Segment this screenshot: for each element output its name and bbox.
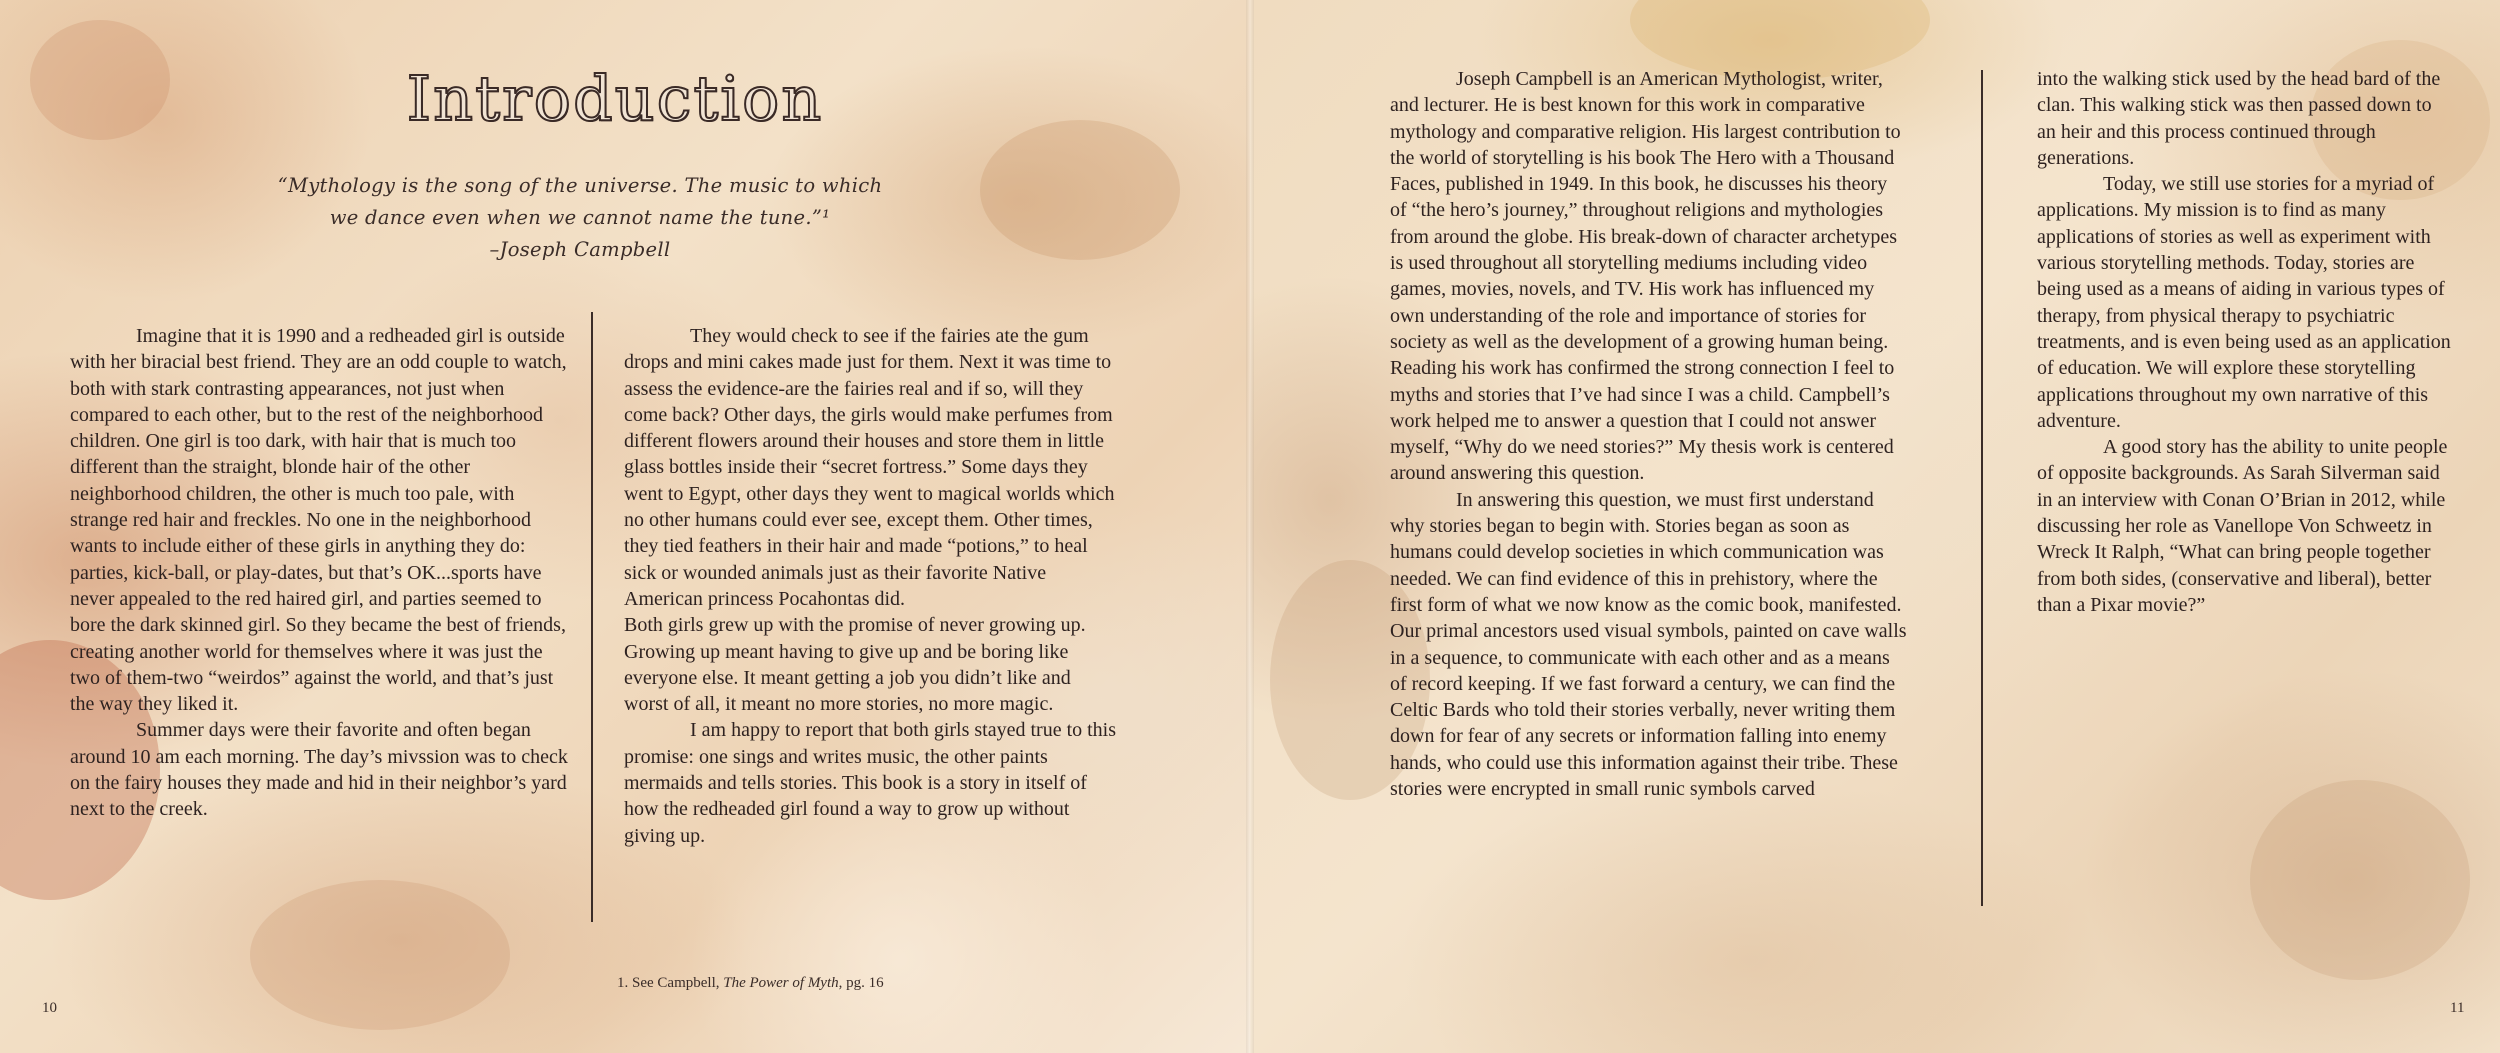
- left-column-1: [70, 323, 570, 823]
- paragraph: In answering this question, we must first understand why stories began to begin with. Stories began as soon as humans could develop societies in which communication was needed. We can find evidence of this in prehistory, where the first form of what we now know as the comic book, manifested. Our primal ancestors used visual symbols, painted on cave walls in a sequence, to communicate with each other and as a means of record keeping. If we fast forward a century, we can find the Celtic Bards who told their stories verbally, never writing them down for fear of any secrets or information falling into enemy hands, who could use this information against their tribe. These stories were encrypted in small runic symbols carved: [1390, 488, 1907, 801]
- left-column-2: [624, 323, 1118, 849]
- paragraph: Both girls grew up with the promise of never growing up. Growing up meant having to give up and be boring like everyone else. It meant getting a job you didn’t like and worst of all, it meant no more stories, no more magic.: [624, 614, 1086, 716]
- column-divider: [591, 312, 593, 922]
- watercolor-blot: [250, 880, 510, 1030]
- watercolor-blot: [2250, 780, 2470, 980]
- watercolor-blot: [980, 120, 1180, 260]
- paragraph: Today, we still use stories for a myriad of applications. My mission is to find as many applications of stories as well as experiment with various storytelling methods. Today, stories are being used as a means of aiding in various types of therapy, from physical therapy to psychiatric treatments, and is even being used as an application of education. We will explore these storytelling applications throughout my own narrative of this adventure.: [2037, 173, 2451, 432]
- footnote: [617, 975, 884, 992]
- book-spine: [1246, 0, 1254, 1053]
- paragraph: Imagine that it is 1990 and a redheaded girl is outside with her biracial best friend. They are an odd couple to watch, both with stark contrasting appearances, not just when compared to each other, but to the rest of the neighborhood children. One girl is too dark, with hair that is much too different than the straight, blonde hair of the other neighborhood children, the other is much too pale, with strange red hair and freckles. No one in the neighborhood wants to include either of these girls in anything they do: parties, kick-ball, or play-dates, but that’s OK...sports have never appealed to the red haired girl, and parties seemed to bore the dark skinned girl. So they became the best of friends, creating another world for themselves where it was just the two of them-two “weirdos” against the world, and that’s just the way they liked it.: [70, 325, 567, 716]
- page-number: 10: [42, 1000, 57, 1016]
- right-column-1: [1390, 66, 1908, 802]
- paragraph: into the walking stick used by the head bard of the clan. This walking stick was then passed down to an heir and this process continued through generations.: [2037, 68, 2441, 169]
- page-title: Introduction: [406, 62, 824, 135]
- column-divider: [1981, 70, 1983, 906]
- right-column-2: [2037, 66, 2452, 618]
- paragraph: I am happy to report that both girls stayed true to this promise: one sings and writes music, the other paints mermaids and tells stories. This book is a story in itself of how the redheaded girl found a way to grow up without giving up.: [624, 719, 1117, 847]
- paragraph: Joseph Campbell is an American Mythologist, writer, and lecturer. He is best known for this work in comparative mythology and comparative religion. His largest contribution to the world of storytelling is his book The Hero with a Thousand Faces, published in 1949. In this book, he discusses his theory of “the hero’s journey,” throughout religions and mythologies from around the globe. His break-down of character archetypes is used throughout all storytelling mediums including video games, movies, novels, and TV. His work has influenced my own understanding of the role and importance of stories for society as well as the development of a growing human being. Reading his work has confirmed the strong connection I feel to myths and stories that I’ve had since I was a child. Campbell’s work helped me to answer a question that I could not answer myself, “Why do we need stories?” My thesis work is centered around answering this question.: [1390, 68, 1901, 485]
- epigraph: [200, 170, 960, 266]
- epigraph-attribution: –Joseph Campbell: [489, 238, 671, 261]
- right-page: [1250, 0, 2500, 1053]
- epigraph-quote-line: we dance even when we cannot name the tune.”¹: [329, 206, 831, 229]
- epigraph-quote-line: “Mythology is the song of the universe. The music to which: [277, 174, 883, 197]
- paragraph: A good story has the ability to unite people of opposite backgrounds. As Sarah Silverman said in an interview with Conan O’Brian in 2012, while discussing her role as Vanellope Von Schweetz in Wreck It Ralph, “What can bring people together from both sides, (conservative and liberal), better than a Pixar movie?”: [2037, 436, 2448, 616]
- footnote-text: , pg. 16: [838, 975, 884, 991]
- page-number: 11: [2450, 1000, 2465, 1016]
- paragraph: Summer days were their favorite and often began around 10 am each morning. The day’s mivssion was to check on the fairy houses they made and hid in their neighbor’s yard next to the creek.: [70, 719, 568, 821]
- footnote-text: 1. See Campbell,: [617, 975, 724, 991]
- footnote-book-title: The Power of Myth: [723, 975, 839, 991]
- paragraph: They would check to see if the fairies ate the gum drops and mini cakes made just for them. Next it was time to assess the evidence-are the fairies real and if so, will they come back? Other days, the girls would make perfumes from different flowers around their houses and store them in little glass bottles inside their “secret fortress.” Some days they went to Egypt, other days they went to magical worlds which no other humans could ever see, except them. Other times, they tied feathers in their hair and made “potions,” to heal sick or wounded animals just as their favorite Native American princess Pocahontas did.: [624, 325, 1115, 610]
